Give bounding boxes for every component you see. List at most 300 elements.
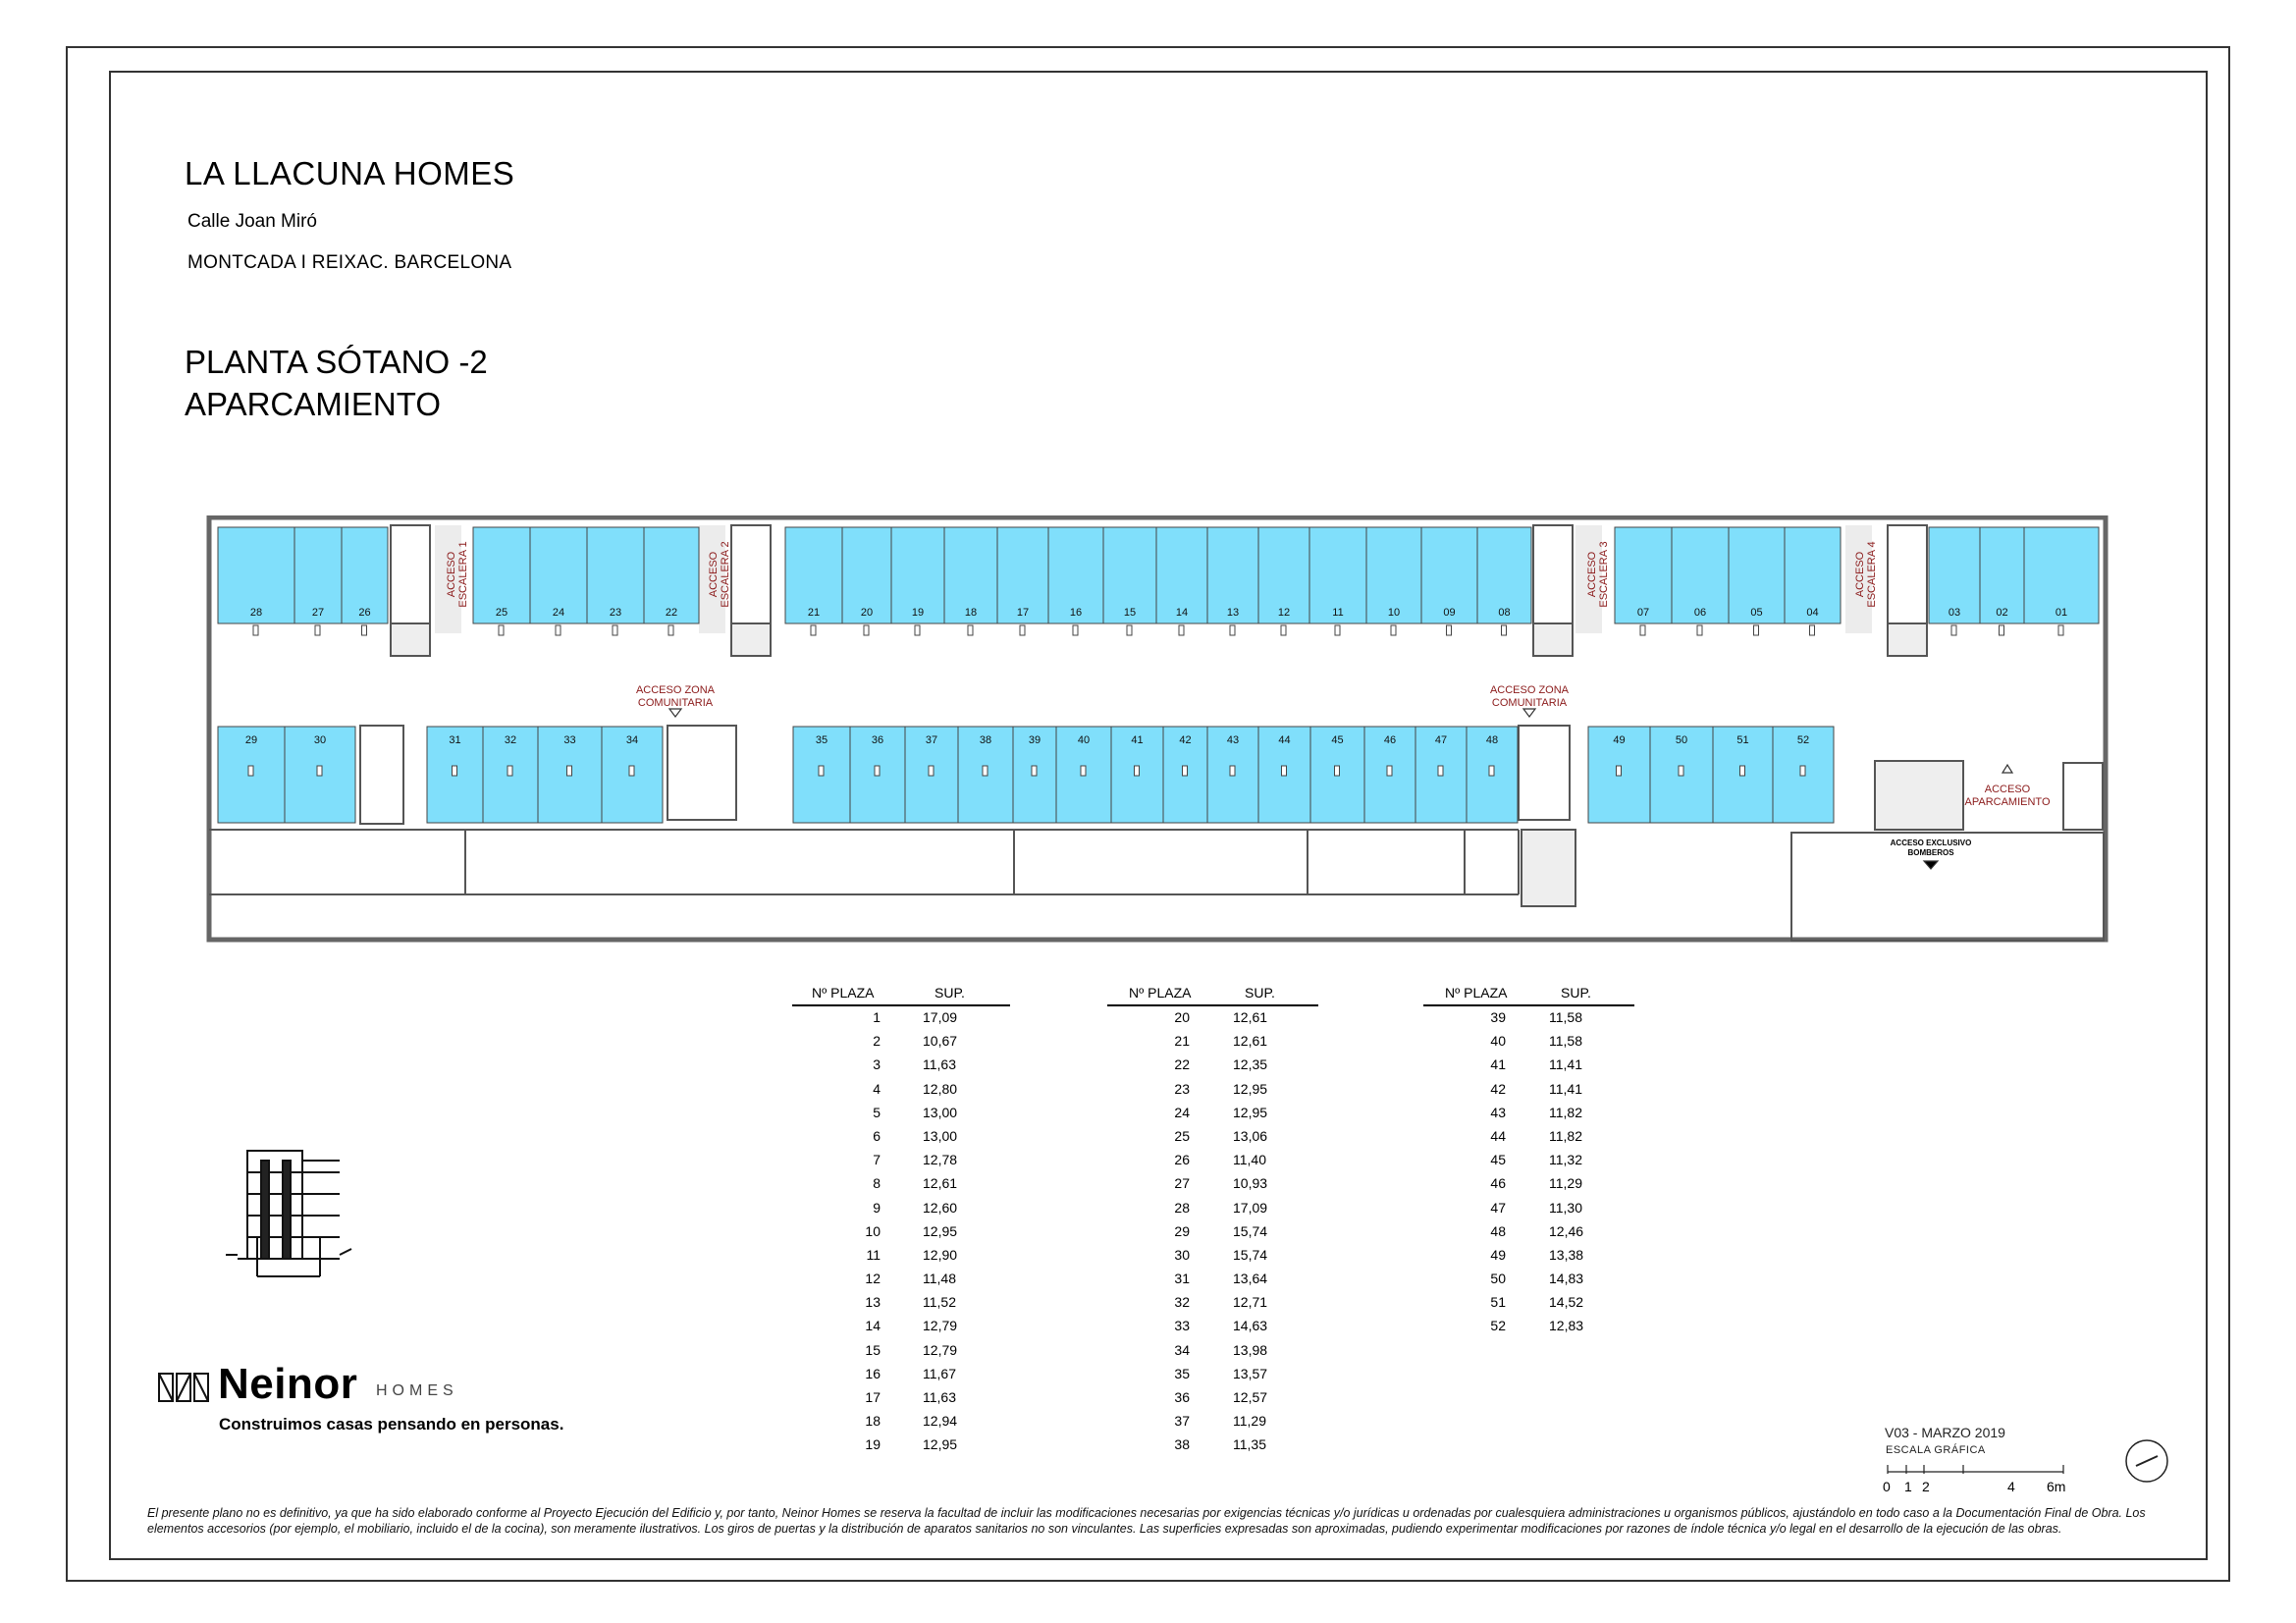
plaza-area: 11,32 [1549,1152,1582,1168]
pillar-marker [1740,766,1745,776]
parking-space-label: 51 [1736,734,1749,746]
parking-space-label: 28 [249,607,263,619]
access-stair1-label-b: ESCALERA 1 [457,541,469,608]
plaza-number: 39 [1490,1009,1506,1025]
plaza-number: 47 [1490,1199,1506,1216]
table-row [1107,1125,1318,1149]
plaza-number: 11 [866,1246,881,1263]
plaza-area: 12,95 [923,1436,958,1453]
plaza-area: 13,00 [923,1127,958,1144]
plaza-number: 7 [873,1152,881,1168]
pillar-marker [2058,625,2063,635]
table-row [1107,1363,1318,1386]
parking-space-label: 17 [1016,607,1030,619]
plaza-area: 11,67 [923,1365,956,1381]
plaza-area: 11,58 [1549,1009,1582,1025]
access-zone1-arrow [669,709,681,717]
table-row [1107,1220,1318,1244]
plaza-number: 17 [865,1389,881,1405]
plaza-area: 13,00 [923,1104,958,1120]
pillar-marker [1281,625,1286,635]
access-stair1-label-a: ACCESO [446,551,457,598]
parking-space-label: 41 [1131,734,1144,746]
plaza-area: 12,78 [923,1152,958,1168]
plaza-area: 15,74 [1233,1222,1268,1239]
parking-space-label: 12 [1277,607,1291,619]
parking-space-label: 02 [1996,607,2008,619]
table-row [1107,1102,1318,1125]
pillar-marker [1951,625,1956,635]
room-block-2 [2063,763,2103,830]
pillar-marker [362,625,367,635]
table-row [792,1078,1010,1102]
table-row [792,1434,1010,1457]
pillar-marker [1335,625,1340,635]
plaza-number: 43 [1490,1104,1506,1120]
plaza-area: 12,61 [923,1175,958,1192]
pillar-marker [317,766,322,776]
firefighter-arrow [1924,861,1938,869]
plaza-area: 14,83 [1549,1271,1584,1287]
pillar-marker [1679,766,1683,776]
pillar-marker [1127,625,1132,635]
table-header [1107,983,1318,1006]
parking-space-label: 15 [1123,607,1137,619]
parking-space-label: 23 [609,607,622,619]
plaza-area: 10,67 [923,1033,958,1050]
parking-space-label: 47 [1434,734,1448,746]
plaza-number: 8 [873,1175,881,1192]
legal-disclaimer: El presente plano no es definitivo, ya que ha sido elaborado conforme al Proyecto Ejecución del Edificio y, por tanto, Neinor Homes se reserva la facultad de incluir las modificaciones necesarias por exigencias técnicas y/o jurídicas u ordenadas por cualesquiera administraciones u organismos públicos, ajustándolo en todo caso a la Documentación Final de Obra. Los elementos accesorios (por ejemplo, el mobiliario, incluido el de la cocina), son meramente ilustrativos. Los giros de puertas y la distribución de aparatos sanitarios no son vinculantes. Las superficies expresadas son aproximadas, pudiendo experimentar modificaciones por razones de índole técnica y/o legal en el desarrollo de la ejecución de las obras. [147,1506,2146,1536]
firefighter-label-a: ACCESO EXCLUSIVO [1890,839,1972,847]
parking-space-label: 35 [815,734,828,746]
parking-space-label: 33 [563,734,576,746]
table-row [1107,1315,1318,1338]
parking-space-label: 30 [313,734,327,746]
parking-space-label: 14 [1175,607,1189,619]
table-row [792,1363,1010,1386]
plaza-number: 38 [1174,1436,1190,1453]
plaza-number: 23 [1174,1080,1190,1097]
pillar-marker [875,766,880,776]
plaza-area: 13,38 [1549,1246,1584,1263]
table-row [1107,1339,1318,1363]
parking-space-label: 07 [1636,607,1650,619]
pillar-marker [1697,625,1702,635]
parking-space-label: 40 [1077,734,1091,746]
pillar-marker [1617,766,1622,776]
pillar-marker [1073,625,1078,635]
scale-tick-6: 6m [2047,1479,2066,1494]
plaza-number: 48 [1490,1222,1506,1239]
plaza-area: 10,93 [1233,1175,1268,1192]
room-29-30-side [360,726,403,824]
brand-name: Neinor [218,1360,358,1408]
parking-space-label: 16 [1069,607,1083,619]
project-street: Calle Joan Miró [187,211,317,232]
plaza-number: 14 [865,1318,881,1334]
pillar-marker [1754,625,1759,635]
plaza-header: Nº PLAZA [812,985,875,1001]
parking-space-label: 32 [504,734,517,746]
table-row [1423,1078,1634,1102]
parking-space-label: 06 [1693,607,1707,619]
plaza-area: 11,35 [1233,1436,1266,1453]
plaza-area: 12,95 [1233,1080,1268,1097]
plaza-number: 4 [873,1080,881,1097]
pillar-marker [1387,766,1392,776]
plaza-number: 10 [865,1222,881,1239]
table-row [1107,1386,1318,1410]
plaza-number: 18 [865,1413,881,1430]
pillar-marker [983,766,988,776]
parking-space-label: 22 [665,607,678,619]
plaza-number: 40 [1490,1033,1506,1050]
pillar-marker [929,766,934,776]
access-stair2-label-b: ESCALERA 2 [720,541,731,608]
pillar-marker [1179,625,1184,635]
pillar-marker [968,625,973,635]
plaza-area: 14,52 [1549,1294,1584,1311]
plan-use-title: APARCAMIENTO [185,386,441,422]
table-row [792,1410,1010,1434]
parking-space-label: 09 [1443,607,1456,619]
pillar-marker [248,766,253,776]
parking-space-label: 03 [1948,607,1961,619]
pillar-marker [1230,625,1235,635]
parking-space-label: 27 [311,607,325,619]
plaza-area: 11,63 [923,1389,956,1405]
plaza-area: 15,74 [1233,1246,1268,1263]
plaza-number: 16 [865,1365,881,1381]
plaza-number: 21 [1174,1033,1190,1050]
pillar-marker [915,625,920,635]
plaza-header: Nº PLAZA [1129,985,1192,1001]
project-title: LA LLACUNA HOMES [185,155,515,191]
access-parking-label-a: ACCESO [1984,784,2031,795]
pillar-marker [453,766,457,776]
plaza-number: 20 [1174,1009,1190,1025]
scale-tick-1: 1 [1904,1479,1912,1494]
parking-space-label: 31 [449,734,461,746]
plaza-number: 6 [873,1127,881,1144]
pillar-marker [2000,625,2004,635]
table-row [1423,1197,1634,1220]
parking-space-label: 24 [552,607,565,619]
plaza-number: 41 [1490,1056,1506,1073]
table-row [792,1006,1010,1030]
table-row [792,1291,1010,1315]
pillar-marker [1020,625,1025,635]
plaza-area: 17,09 [923,1009,958,1025]
table-row [792,1054,1010,1077]
plaza-area: 12,94 [923,1413,958,1430]
version-label: V03 - MARZO 2019 [1885,1425,2005,1440]
table-row [1423,1291,1634,1315]
scale-bar [1887,1462,2065,1478]
plaza-number: 32 [1174,1294,1190,1311]
plaza-number: 22 [1174,1056,1190,1073]
table-row [1107,1197,1318,1220]
plaza-area: 12,57 [1233,1389,1268,1405]
table-row [1107,1291,1318,1315]
table-row [1423,1054,1634,1077]
table-header [792,983,1010,1006]
parking-space-label: 26 [358,607,371,619]
table-row [1423,1006,1634,1030]
parking-space-label: 50 [1675,734,1688,746]
scale-tick-0: 0 [1883,1479,1891,1494]
table-row [792,1268,1010,1291]
table-row [792,1030,1010,1054]
pillar-marker [1800,766,1805,776]
plaza-area: 11,48 [923,1271,956,1287]
plaza-number: 29 [1174,1222,1190,1239]
table-row [1107,1268,1318,1291]
access-parking-label-b: APARCAMIENTO [1964,796,2051,808]
access-zone2-label-b: COMUNITARIA [1491,697,1568,709]
plaza-number: 44 [1490,1127,1506,1144]
area-table-col3 [1423,983,1634,1339]
plaza-area: 11,52 [923,1294,956,1311]
plaza-number: 25 [1174,1127,1190,1144]
table-row [1107,1172,1318,1196]
plaza-area: 12,61 [1233,1009,1268,1025]
plaza-number: 33 [1174,1318,1190,1334]
pillar-marker [1335,766,1340,776]
parking-space-label: 19 [911,607,925,619]
table-row [1423,1268,1634,1291]
plaza-number: 24 [1174,1104,1190,1120]
plaza-number: 28 [1174,1199,1190,1216]
project-city: MONTCADA I REIXAC. BARCELONA [187,252,512,273]
plaza-number: 5 [873,1104,881,1120]
scale-tick-4: 4 [2007,1479,2015,1494]
table-row [1423,1244,1634,1268]
plaza-area: 13,98 [1233,1341,1268,1358]
plaza-number: 49 [1490,1246,1506,1263]
ramp-stair-core [1522,830,1575,906]
plaza-number: 50 [1490,1271,1506,1287]
plaza-area: 12,71 [1233,1294,1268,1311]
table-row [792,1244,1010,1268]
plaza-area: 12,35 [1233,1056,1268,1073]
plaza-area: 11,41 [1549,1056,1582,1073]
plaza-area: 12,46 [1549,1222,1584,1239]
plaza-area: 11,82 [1549,1104,1582,1120]
plaza-area: 11,29 [1549,1175,1582,1192]
sup-header: SUP. [1245,985,1275,1001]
plaza-number: 26 [1174,1152,1190,1168]
plaza-area: 12,95 [923,1222,958,1239]
table-row [792,1172,1010,1196]
table-row [1423,1149,1634,1172]
pillar-marker [819,766,824,776]
table-row [792,1220,1010,1244]
plaza-area: 12,90 [923,1246,958,1263]
parking-space-label: 45 [1331,734,1344,746]
plaza-area: 12,79 [923,1318,958,1334]
plaza-number: 30 [1174,1246,1190,1263]
plaza-header: Nº PLAZA [1445,985,1508,1001]
plaza-area: 12,60 [923,1199,958,1216]
table-row [1107,1244,1318,1268]
area-table-col1 [792,983,1010,1458]
parking-space-label: 44 [1278,734,1291,746]
plaza-area: 11,29 [1233,1413,1266,1430]
bottom-row-parking [218,727,1834,823]
parking-space-label: 52 [1796,734,1810,746]
neinor-logo-icon [157,1370,210,1405]
plaza-area: 13,64 [1233,1271,1268,1287]
pillar-marker [1502,625,1507,635]
plaza-number: 1 [873,1009,881,1025]
plaza-area: 12,95 [1233,1104,1268,1120]
parking-space-label: 36 [871,734,884,746]
table-row [792,1386,1010,1410]
plaza-number: 3 [873,1056,881,1073]
parking-space-label: 20 [860,607,874,619]
pillar-marker [1183,766,1188,776]
plaza-number: 34 [1174,1341,1190,1358]
parking-space-label: 11 [1332,607,1344,619]
access-stair4-label-a: ACCESO [1854,551,1866,598]
access-zone2-arrow [1523,709,1535,717]
access-zone1-label-b: COMUNITARIA [637,697,714,709]
plaza-area: 11,40 [1233,1152,1266,1168]
pillar-marker [567,766,572,776]
community-stair-2 [1519,726,1570,820]
plaza-area: 11,82 [1549,1127,1582,1144]
plaza-number: 13 [865,1294,881,1311]
pillar-marker [629,766,634,776]
top-row-parking [218,527,2099,635]
scale-label: ESCALA GRÁFICA [1886,1444,1986,1456]
plaza-number: 37 [1174,1413,1190,1430]
parking-space-label: 49 [1613,734,1626,746]
parking-space-label: 05 [1750,607,1763,619]
plaza-area: 13,57 [1233,1365,1268,1381]
pillar-marker [1438,766,1443,776]
pillar-marker [668,625,673,635]
parking-space-label: 34 [625,734,639,746]
plaza-number: 46 [1490,1175,1506,1192]
table-row [1423,1125,1634,1149]
plaza-number: 42 [1490,1080,1506,1097]
parking-space-label: 42 [1179,734,1192,746]
plaza-area: 14,63 [1233,1318,1268,1334]
parking-space-label: 38 [979,734,992,746]
plaza-area: 11,30 [1549,1199,1582,1216]
table-row [1423,1102,1634,1125]
table-row [792,1315,1010,1338]
pillar-marker [1032,766,1037,776]
table-row [1423,1172,1634,1196]
access-parking-arrow [2002,765,2012,773]
pillar-marker [253,625,258,635]
pillar-marker [1391,625,1396,635]
plaza-number: 45 [1490,1152,1506,1168]
pillar-marker [1640,625,1645,635]
parking-space-label: 39 [1028,734,1041,746]
table-row [1107,1410,1318,1434]
table-row [1107,1054,1318,1077]
table-row [792,1149,1010,1172]
parking-space-label: 48 [1485,734,1499,746]
plaza-number: 2 [873,1033,881,1050]
pillar-marker [1081,766,1086,776]
access-zone1-label-a: ACCESO ZONA [635,684,716,696]
table-row [1423,1220,1634,1244]
plaza-area: 12,83 [1549,1318,1584,1334]
table-row [1107,1078,1318,1102]
plaza-number: 12 [865,1271,881,1287]
parking-space-label: 18 [964,607,978,619]
pillar-marker [864,625,869,635]
firefighter-label-b: BOMBEROS [1907,848,1954,857]
plaza-area: 11,58 [1549,1033,1582,1050]
plaza-area: 13,06 [1233,1127,1268,1144]
pillar-marker [1447,625,1452,635]
area-table-col2 [1107,983,1318,1458]
plaza-number: 27 [1174,1175,1190,1192]
plaza-area: 11,41 [1549,1080,1582,1097]
pillar-marker [1810,625,1815,635]
plaza-area: 11,63 [923,1056,956,1073]
plaza-area: 12,80 [923,1080,958,1097]
scale-tick-2: 2 [1922,1479,1930,1494]
sup-header: SUP. [934,985,965,1001]
parking-space-label: 08 [1498,607,1511,619]
plaza-area: 12,61 [1233,1033,1268,1050]
brand-suffix: HOMES [376,1382,458,1399]
plaza-number: 35 [1174,1365,1190,1381]
table-row [792,1197,1010,1220]
plan-level-title: PLANTA SÓTANO -2 [185,344,488,380]
parking-space-label: 43 [1226,734,1240,746]
plaza-number: 19 [865,1436,881,1453]
table-row [792,1339,1010,1363]
building-section-thumbnail [218,1139,355,1286]
plaza-number: 51 [1490,1294,1506,1311]
parking-space-label: 01 [2055,607,2068,619]
parking-space-label: 46 [1383,734,1397,746]
table-row [792,1102,1010,1125]
pillar-marker [315,625,320,635]
parking-space-label: 37 [925,734,938,746]
sup-header: SUP. [1561,985,1591,1001]
plaza-area: 17,09 [1233,1199,1268,1216]
pillar-marker [556,625,561,635]
pillar-marker [613,625,617,635]
plaza-area: 12,79 [923,1341,958,1358]
parking-space-label: 13 [1226,607,1240,619]
plaza-number: 36 [1174,1389,1190,1405]
plaza-number: 52 [1490,1318,1506,1334]
access-stair4-label-b: ESCALERA 4 [1866,541,1878,608]
table-row [792,1125,1010,1149]
pillar-marker [1489,766,1494,776]
parking-space-label: 04 [1806,607,1819,619]
parking-space-label: 21 [807,607,821,619]
plaza-number: 31 [1174,1271,1190,1287]
brand-tagline: Construimos casas pensando en personas. [219,1415,564,1434]
pillar-marker [811,625,816,635]
table-row [1423,1030,1634,1054]
pillar-marker [499,625,504,635]
parking-space-label: 10 [1387,607,1401,619]
north-arrow-icon [2122,1436,2171,1486]
